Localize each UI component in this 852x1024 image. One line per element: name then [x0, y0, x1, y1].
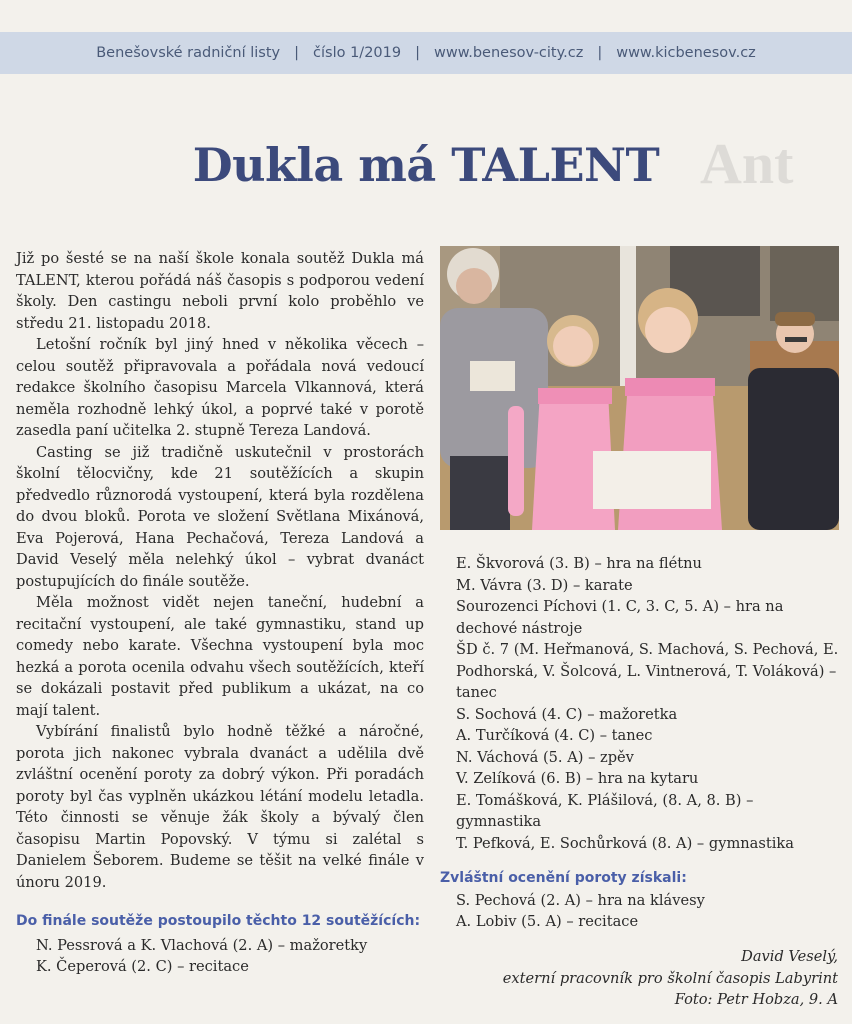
- contestants-photo: [440, 246, 839, 530]
- article-right-column: [440, 553, 840, 933]
- header-separator: |: [415, 45, 420, 61]
- finalists-list-left: [16, 935, 424, 978]
- finalist-item: A. Turčíková (4. C) – tanec: [456, 727, 653, 744]
- article-paragraph: Měla možnost vidět nejen taneční, hudební a recitační vystoupení, ale také gymnastiku, stand up comedy nebo karate. Všechna vystoupení byla moc hezká a porota ocenila odvahu všech soutěžících, kteří se dokázali postavit před publikum a ukázat, na co mají talent.: [16, 594, 424, 719]
- newspaper-header-bar: [0, 32, 852, 74]
- background-bleed-text: Ant: [700, 131, 794, 196]
- article-credits: [503, 946, 838, 1011]
- header-separator: |: [597, 45, 603, 61]
- article-paragraph: Letošní ročník byl jiný hned v několika věcech – celou soutěž připravovala a pořádala nová vedoucí redakce školního časopisu Marcela Vlkannová, která neměla rozhodně lehký úkol, a poprvé také v porotě zasedla paní učitelka 2. stupně Tereza Landová.: [16, 336, 424, 439]
- finalist-item: E. Škvorová (3. B) – hra na flétnu: [456, 555, 702, 572]
- finalists-heading: Do finále soutěže postoupilo těchto 12 soutěžících:: [16, 913, 421, 929]
- kic-website: www.kicbenesov.cz: [616, 45, 756, 61]
- header-separator: |: [294, 45, 300, 61]
- award-item: S. Pechová (2. A) – hra na klávesy: [456, 891, 705, 909]
- finalist-item: S. Sochová (4. C) – mažoretka: [456, 705, 678, 723]
- awards-heading: Zvláštní ocenění poroty získali:: [440, 870, 687, 886]
- article-paragraph: Casting se již tradičně uskutečnil v prostorách školní tělocvičny, kde 21 soutěžících a skupin předvedlo různorodá vystoupení, která byla rozdělena do dvou bloků. Porota ve složení Světlana Mixánová, Eva Pojerová, Hana Pechačová, Tereza Landová a David Veselý měla nelehký úkol – vybrat dvanáct postupujících do finále soutěže.: [16, 443, 424, 590]
- author-name: David Veselý,: [741, 948, 838, 965]
- finalist-item: T. Pefková, E. Sochůrková (8. A) – gymnastika: [456, 834, 794, 852]
- finalist-item: Sourozenci Píchovi (1. C, 3. C, 5. A) – hra na dechové nástroje: [456, 598, 784, 637]
- article-photo: [440, 246, 839, 530]
- article-title: Dukla má TALENT: [192, 138, 660, 192]
- finalist-item: M. Vávra (3. D) – karate: [456, 576, 633, 594]
- finalist-item: K. Čeperová (2. C) – recitace: [36, 958, 249, 975]
- article-left-column: [16, 248, 424, 978]
- finalist-item: N. Pessrová a K. Vlachová (2. A) – mažoretky: [36, 936, 368, 954]
- finalist-item: V. Zelíková (6. B) – hra na kytaru: [456, 770, 699, 787]
- city-website: www.benesov-city.cz: [433, 45, 584, 61]
- finalist-item: N. Váchová (5. A) – zpěv: [456, 748, 634, 766]
- publication-name: Benešovské radniční listy: [96, 45, 281, 61]
- finalist-item: E. Tomášková, K. Plášilová, (8. A, 8. B) – gymnastika: [456, 791, 754, 830]
- issue-number: číslo 1/2019: [313, 45, 402, 61]
- photo-credit: Foto: Petr Hobza, 9. A: [674, 991, 838, 1008]
- article-paragraph: Již po šesté se na naší škole konala soutěž Dukla má TALENT, kterou pořádá náš časopis s podporou vedení školy. Den castingu neboli první kolo proběhlo ve středu 21. listopadu 2018.: [16, 250, 424, 332]
- article-paragraph: Vybírání finalistů bylo hodně těžké a náročné, porota jich nakonec vybrala dvanáct a udělila dvě zvláštní ocenění poroty za dobrý výkon. Při poradách poroty byl čas vyplněn ukázkou létání modelu letadla. Této činnosti se věnuje žák školy a bývalý člen časopisu Martin Popovský. V týmu si zalétal s Danielem Šeborem. Budeme se těšit na velké finále v únoru 2019.: [16, 723, 424, 891]
- author-role: externí pracovník pro školní časopis Labyrint: [502, 969, 838, 987]
- award-item: A. Lobiv (5. A) – recitace: [456, 913, 639, 930]
- finalist-item: ŠD č. 7 (M. Heřmanová, S. Machová, S. Pechová, E. Podhorská, V. Šolcová, L. Vintnerová, T. Voláková) – tanec: [456, 641, 839, 701]
